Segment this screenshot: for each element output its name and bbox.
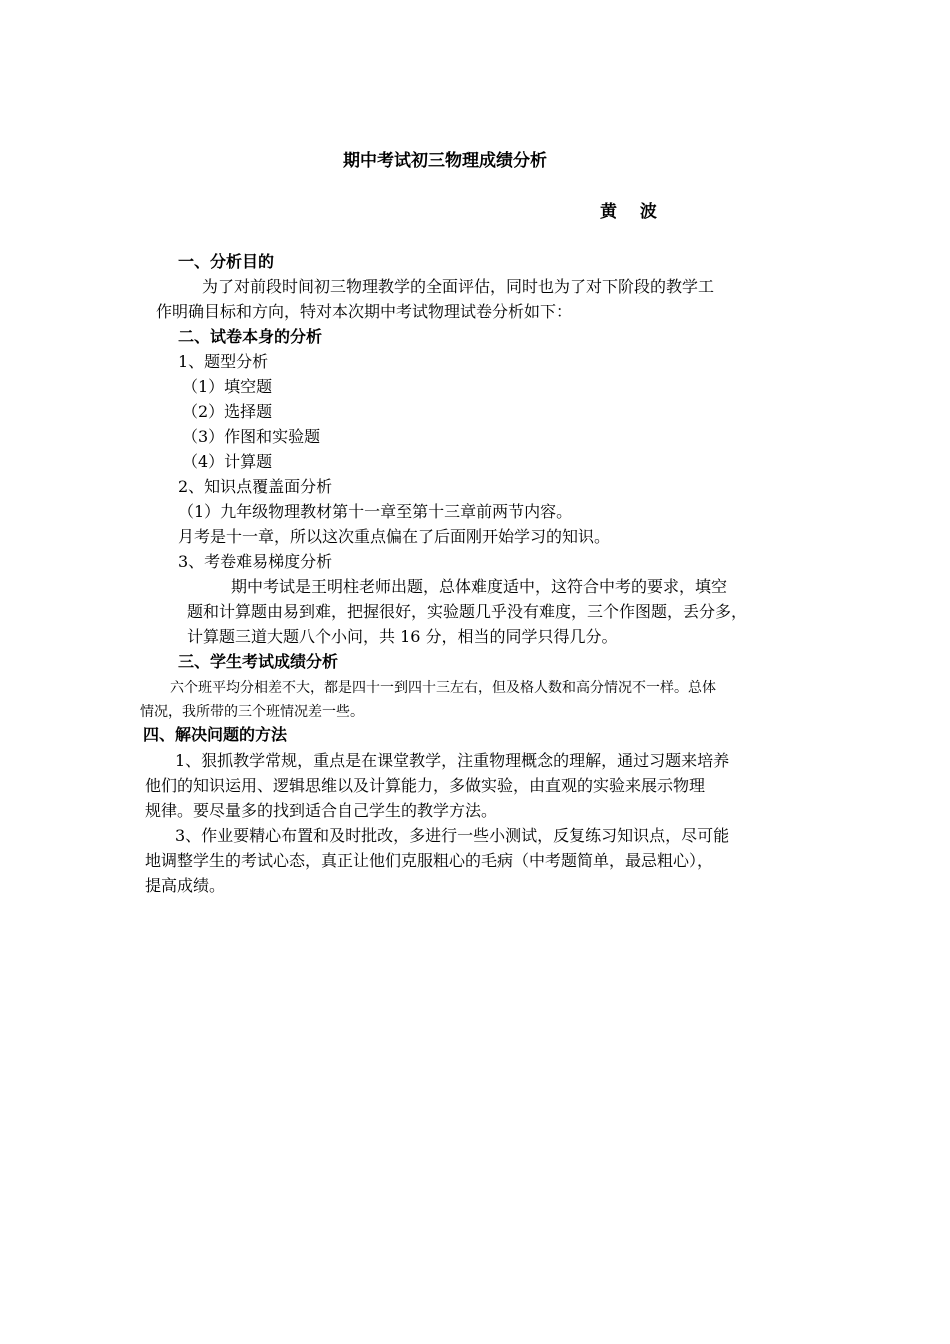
paragraph-line: 情况，我所带的三个班情况差一些。 — [140, 704, 364, 720]
paragraph-line: 题和计算题由易到难，把握很好，实验题几乎没有难度，三个作图题，丢分多， — [187, 602, 748, 621]
paragraph-line: 1、狠抓教学常规，重点是在课堂教学，注重物理概念的理解，通过习题来培养 — [175, 751, 730, 770]
paragraph-line: 月考是十一章，所以这次重点偏在了后面刚开始学习的知识。 — [178, 527, 611, 546]
paragraph-line: 规律。要尽量多的找到适合自己学生的教学方法。 — [145, 801, 498, 820]
paragraph-line: 六个班平均分相差不大，都是四十一到四十三左右，但及格人数和高分情况不一样。总体 — [170, 680, 716, 696]
list-item: （4）计算题 — [182, 452, 273, 471]
section-1-text-line: 作明确目标和方向，特对本次期中考试物理试卷分析如下： — [156, 302, 573, 321]
subsection-heading: 2、知识点覆盖面分析 — [178, 477, 333, 496]
section-1-heading: 一、分析目的 — [178, 252, 275, 271]
section-1-text-line: 为了对前段时间初三物理教学的全面评估，同时也为了对下阶段的教学工 — [202, 277, 715, 296]
paragraph-line: 期中考试是王明柱老师出题，总体难度适中，这符合中考的要求，填空 — [231, 577, 728, 596]
list-item: （2）选择题 — [182, 402, 273, 421]
subsection-heading: 3、考卷难易梯度分析 — [178, 552, 333, 571]
paragraph-line: 地调整学生的考试心态，真正让他们克服粗心的毛病（中考题简单，最忌粗心）， — [145, 851, 714, 870]
paragraph-line: 计算题三道大题八个小问，共 16 分，相当的同学只得几分。 — [187, 627, 618, 646]
paragraph-line: 3、作业要精心布置和及时批改，多进行一些小测试，反复练习知识点，尽可能 — [175, 826, 730, 845]
paragraph-line: 提高成绩。 — [145, 876, 226, 895]
paragraph-line: （1）九年级物理教材第十一章至第十三章前两节内容。 — [178, 502, 573, 521]
author-name: 黄 波 — [600, 202, 657, 222]
list-item: （3）作图和实验题 — [182, 427, 321, 446]
list-item: （1）填空题 — [182, 377, 273, 396]
section-4-heading: 四、解决问题的方法 — [143, 725, 288, 744]
doc-title: 期中考试初三物理成绩分析 — [343, 151, 547, 171]
subsection-heading: 1、题型分析 — [178, 352, 269, 371]
paragraph-line: 他们的知识运用、逻辑思维以及计算能力，多做实验，由直观的实验来展示物理 — [145, 776, 706, 795]
section-2-heading: 二、试卷本身的分析 — [178, 327, 323, 346]
section-3-heading: 三、学生考试成绩分析 — [178, 652, 339, 671]
